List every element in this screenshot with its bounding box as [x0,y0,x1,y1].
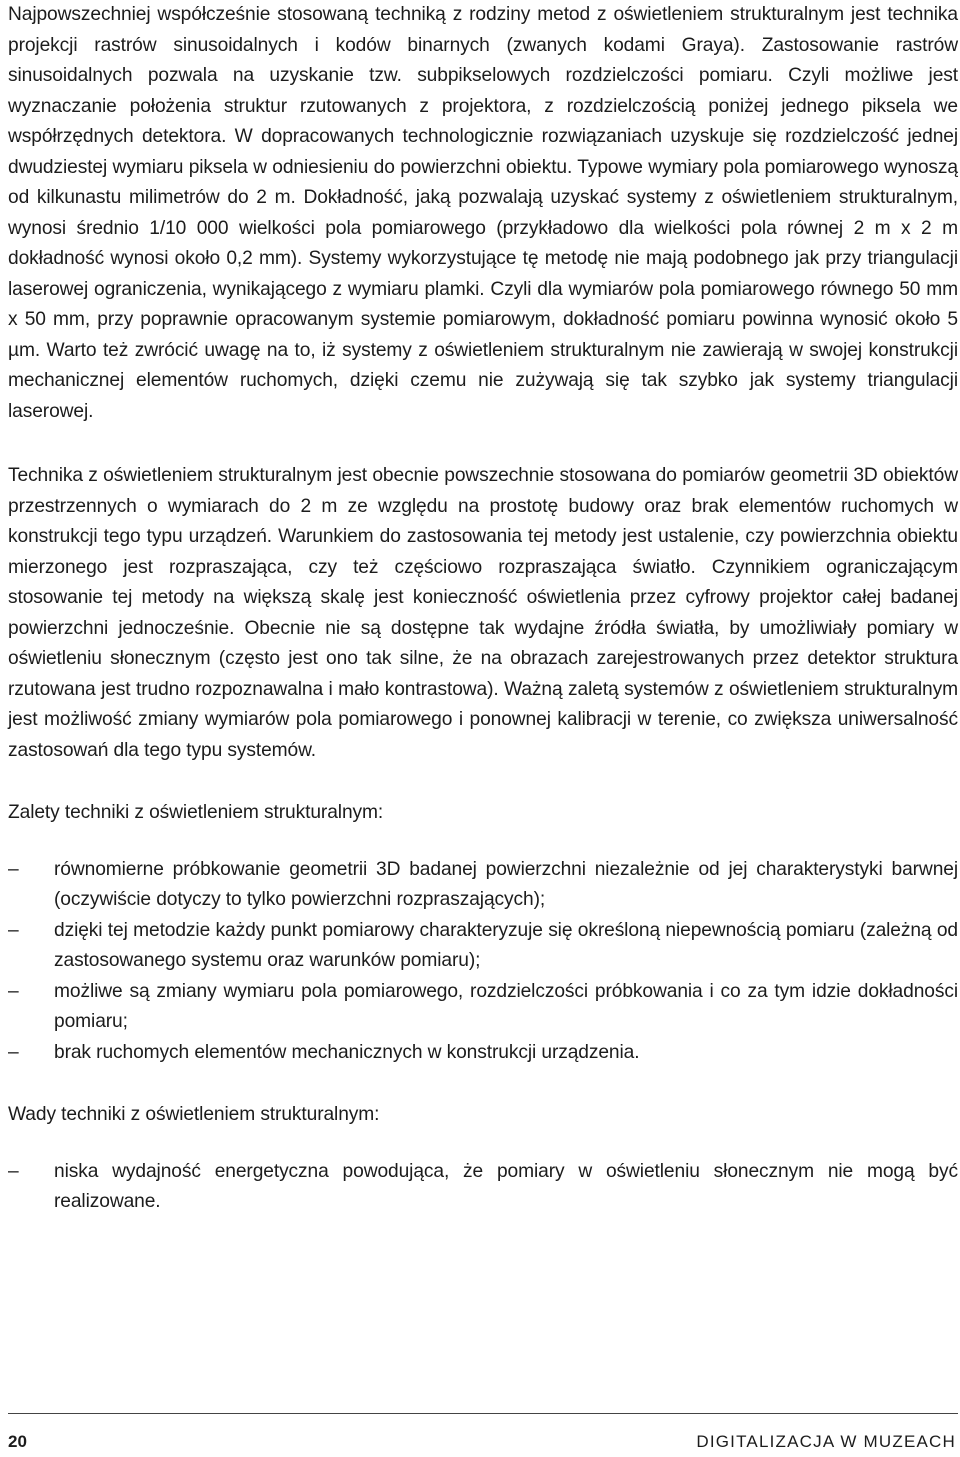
running-footer-title: DIGITALIZACJA W MUZEACH [696,1432,956,1451]
list-dash: – [8,858,19,880]
list-item-text: możliwe są zmiany wymiaru pola pomiarowego, rozdzielczości próbkowania i co za tym idzie dokładności pomiaru; [54,980,958,1032]
page-body [8,0,958,1218]
list-dash: – [8,980,19,1002]
paragraph-structured-light-applications: Technika z oświetleniem strukturalnym jest obecnie powszechnie stosowana do pomiarów geometrii 3D obiektów przestrzennych o wymiarach do 2 m ze względu na prostotę budowy oraz brak elementów ruchomych w konstrukcji tego typu urządzeń. Warunkiem do zastosowania tej metody jest ustalenie, czy powierzchnia obiektu mierzonego jest rozpraszająca, czy też częściowo rozpraszająca światło. Czynnikiem ograniczającym stosowanie tej metody na większą skalę jest konieczność oświetlenia przez cyfrowy projektor całej badanej powierzchni jednocześnie. Obecnie nie są dostępne tak wydajne źródła światła, by umożliwiały pomiary w oświetleniu słonecznym (często jest ono tak silne, że na obrazach zarejestrowanych przez detektor struktura rzutowana jest trudno rozpoznawalna i mało kontrastowa). Ważną zaletą systemów z oświetleniem strukturalnym jest możliwość zmiany wymiarów pola pomiarowego i ponownej kalibracji w terenie, co zwiększa uniwersalność zastosowań dla tego typu systemów. [8,465,958,761]
list-item-text: niska wydajność energetyczna powodująca, że pomiary w oświetleniu słonecznym nie mogą być realizowane. [54,1160,958,1212]
advantages-list [8,855,958,1069]
disadvantages-list [8,1157,958,1218]
list-item [8,977,958,1038]
list-item [8,855,958,916]
page-number: 20 [8,1432,27,1451]
disadvantages-heading: Wady techniki z oświetleniem strukturalnym: [8,1104,380,1125]
list-item [8,1038,958,1069]
list-dash: – [8,919,19,941]
list-item [8,1157,958,1218]
list-item-text: brak ruchomych elementów mechanicznych w konstrukcji urządzenia. [54,1041,640,1063]
footer-divider [8,1413,958,1414]
advantages-heading: Zalety techniki z oświetleniem strukturalnym: [8,802,384,823]
paragraph-structured-light-techniques: Najpowszechniej współcześnie stosowaną techniką z rodziny metod z oświetleniem strukturalnym jest technika projekcji rastrów sinusoidalnych i kodów binarnych (zwanych kodami Graya). Zastosowanie rastrów sinusoidalnych pozwala na uzyskanie tzw. subpikselowych rozdzielczości pomiaru. Czyli możliwe jest wyznaczanie położenia struktur rzutowanych z projektora, z rozdzielczością poniżej jednego piksela we współrzędnych detektora. W dopracowanych technologicznie rozwiązaniach uzyskuje się rozdzielczość jednej dwudziestej wymiaru piksela w odniesieniu do powierzchni obiektu. Typowe wymiary pola pomiarowego wynoszą od kilkunastu milimetrów do 2 m. Dokładność, jaką pozwalają uzyskać systemy z oświetleniem strukturalnym, wynosi średnio 1/10 000 wielkości pola pomiarowego (przykładowo dla wielkości pola równej 2 m x 2 m dokładność wynosi około 0,2 mm). Systemy wykorzystujące tę metodę nie mają podobnego jak przy triangulacji laserowej ograniczenia, wynikającego z wymiaru plamki. Czyli dla wymiarów pola pomiarowego równego 50 mm x 50 mm, przy poprawnie opracowanym systemie pomiarowym, dokładność pomiaru powinna wynosić około 5 µm. Warto też zwrócić uwagę na to, iż systemy z oświetleniem strukturalnym nie zawierają w swojej konstrukcji mechanicznej elementów ruchomych, dzięki czemu nie zużywają się tak szybko jak systemy triangulacji laserowej. [8,4,958,422]
list-item-text: równomierne próbkowanie geometrii 3D badanej powierzchni niezależnie od jej charakterystyki barwnej (oczywiście dotyczy to tylko powierzchni rozpraszających); [54,858,958,910]
list-dash: – [8,1041,19,1063]
list-item [8,916,958,977]
list-dash: – [8,1160,19,1182]
list-item-text: dzięki tej metodzie każdy punkt pomiarowy charakteryzuje się określoną niepewnością pomiaru (zależną od zastosowanego systemu oraz warunków pomiaru); [54,919,958,971]
